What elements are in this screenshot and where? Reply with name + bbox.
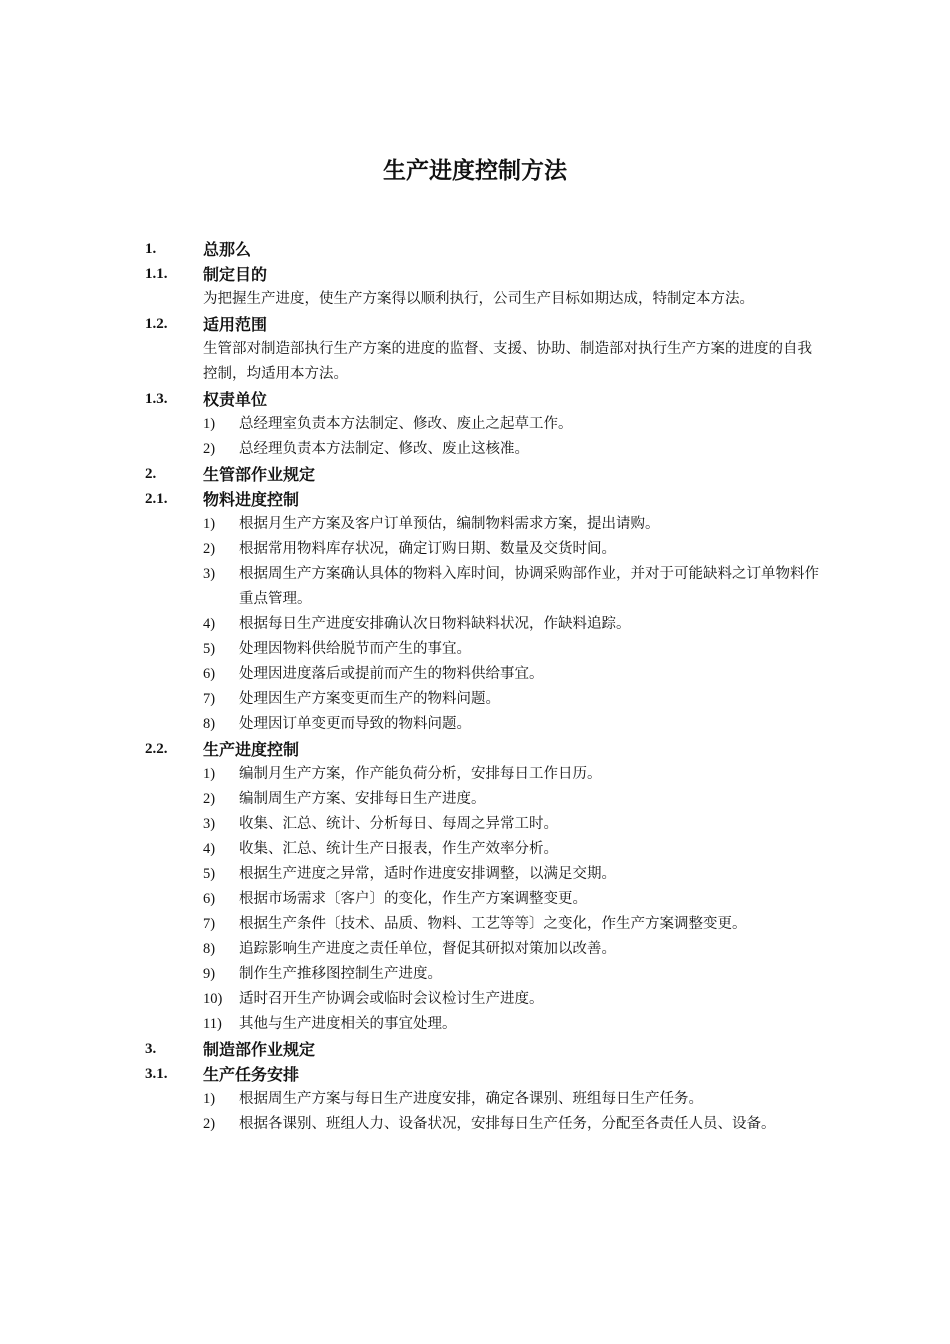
- subsection-number: 3.1.: [145, 1066, 168, 1082]
- section-heading: [145, 237, 825, 262]
- list-item-text: 处理因生产方案变更而生产的物料问题。: [239, 691, 500, 707]
- list-item: [203, 612, 825, 637]
- list-item: [203, 762, 825, 787]
- list-item-number: 6): [203, 891, 216, 907]
- list-item-number: 7): [203, 691, 216, 707]
- list-item-number: 6): [203, 666, 216, 682]
- document-title: 生产进度控制方法: [383, 158, 567, 184]
- list-item: [203, 1087, 825, 1112]
- list-item-text: 根据生产进度之异常，适时作进度安排调整，以满足交期。: [239, 866, 616, 882]
- subsection-number: 1.1.: [145, 266, 168, 282]
- section-title: 总那么: [203, 240, 252, 259]
- list-item-text: 根据月生产方案及客户订单预估，编制物料需求方案，提出请购。: [239, 516, 660, 532]
- subsection-number: 1.2.: [145, 316, 168, 332]
- subsection-number: 2.1.: [145, 491, 168, 507]
- list-item-text: 根据生产条件〔技术、品质、物料、工艺等等〕之变化，作生产方案调整变更。: [239, 916, 747, 932]
- list-item-text: 编制周生产方案、安排每日生产进度。: [239, 791, 486, 807]
- list-item: [203, 437, 825, 462]
- list-item-number: 1): [203, 416, 216, 432]
- section-number: 2.: [145, 466, 157, 482]
- list-item: [203, 562, 825, 612]
- list-item-number: 2): [203, 791, 216, 807]
- list-item: [203, 962, 825, 987]
- list-item-text: 追踪影响生产进度之责任单位，督促其研拟对策加以改善。: [239, 941, 616, 957]
- list-item-number: 5): [203, 641, 216, 657]
- list-item-number: 7): [203, 916, 216, 932]
- list-item: [203, 812, 825, 837]
- subsection-heading: [145, 737, 825, 762]
- list-item-number: 3): [203, 566, 216, 582]
- subsection-title: 物料进度控制: [203, 490, 300, 509]
- list-item-text: 根据周生产方案确认具体的物料入库时间，协调采购部作业，并对于可能缺料之订单物料作重点管理。: [239, 566, 819, 607]
- list-item: [203, 912, 825, 937]
- list-item: [203, 1012, 825, 1037]
- list-item-number: 2): [203, 441, 216, 457]
- subsection-title: 生产进度控制: [203, 740, 300, 759]
- list-item-text: 根据周生产方案与每日生产进度安排，确定各课别、班组每日生产任务。: [239, 1091, 703, 1107]
- list-item-number: 1): [203, 766, 216, 782]
- list-item-number: 1): [203, 516, 216, 532]
- list-item-number: 2): [203, 541, 216, 557]
- list-item: [203, 662, 825, 687]
- subsection-heading: [145, 1062, 825, 1087]
- subsection-title: 适用范围: [203, 315, 268, 334]
- list-item-text: 总经理负责本方法制定、修改、废止这核准。: [239, 441, 529, 457]
- list-item-number: 9): [203, 966, 216, 982]
- subsection-heading: [145, 487, 825, 512]
- subsection-heading: [145, 312, 825, 337]
- paragraph: 生管部对制造部执行生产方案的进度的监督、支援、协助、制造部对执行生产方案的进度的自我控制，均适用本方法。: [203, 341, 812, 382]
- list-item-number: 8): [203, 716, 216, 732]
- list-item: [203, 412, 825, 437]
- list-item: [203, 862, 825, 887]
- list-item-text: 总经理室负责本方法制定、修改、废止之起草工作。: [239, 416, 573, 432]
- list-item: [203, 1112, 825, 1137]
- section-heading: [145, 462, 825, 487]
- list-item: [203, 637, 825, 662]
- subsection-title: 生产任务安排: [203, 1065, 300, 1084]
- section-title: 生管部作业规定: [203, 465, 316, 484]
- list-item-number: 11): [203, 1016, 222, 1032]
- list-item-text: 根据市场需求〔客户〕的变化，作生产方案调整变更。: [239, 891, 587, 907]
- list-item-number: 1): [203, 1091, 216, 1107]
- list-item-text: 制作生产推移图控制生产进度。: [239, 966, 442, 982]
- list-item: [203, 512, 825, 537]
- list-item: [203, 712, 825, 737]
- list-item-text: 处理因进度落后或提前而产生的物料供给事宜。: [239, 666, 544, 682]
- list-item-number: 3): [203, 816, 216, 832]
- section-number: 1.: [145, 241, 157, 257]
- subsection-title: 制定目的: [203, 265, 268, 284]
- list-item: [203, 787, 825, 812]
- list-item-number: 2): [203, 1116, 216, 1132]
- subsection-number: 2.2.: [145, 741, 168, 757]
- list-item-text: 收集、汇总、统计、分析每日、每周之异常工时。: [239, 816, 558, 832]
- subsection-heading: [145, 387, 825, 412]
- list-item: [203, 987, 825, 1012]
- list-item-number: 4): [203, 616, 216, 632]
- list-item-text: 适时召开生产协调会或临时会议检讨生产进度。: [239, 991, 544, 1007]
- list-item-text: 根据常用物料库存状况，确定订购日期、数量及交货时间。: [239, 541, 616, 557]
- subsection-title: 权责单位: [203, 390, 268, 409]
- list-item-text: 处理因物料供给脱节而产生的事宜。: [239, 641, 471, 657]
- list-item: [203, 537, 825, 562]
- list-item-text: 根据每日生产进度安排确认次日物料缺料状况，作缺料追踪。: [239, 616, 631, 632]
- subsection-heading: [145, 262, 825, 287]
- section-title: 制造部作业规定: [203, 1040, 316, 1059]
- list-item: [203, 837, 825, 862]
- list-item-text: 编制月生产方案，作产能负荷分析，安排每日工作日历。: [239, 766, 602, 782]
- paragraph: 为把握生产进度，使生产方案得以顺利执行，公司生产目标如期达成，特制定本方法。: [203, 291, 754, 307]
- list-item-number: 8): [203, 941, 216, 957]
- list-item-text: 根据各课别、班组人力、设备状况，安排每日生产任务，分配至各责任人员、设备。: [239, 1116, 776, 1132]
- list-item: [203, 887, 825, 912]
- list-item-number: 10): [203, 991, 223, 1007]
- list-item-number: 4): [203, 841, 216, 857]
- document-body: [145, 237, 825, 1137]
- subsection-number: 1.3.: [145, 391, 168, 407]
- section-heading: [145, 1037, 825, 1062]
- list-item-text: 其他与生产进度相关的事宜处理。: [239, 1016, 457, 1032]
- section-number: 3.: [145, 1041, 157, 1057]
- list-item: [203, 687, 825, 712]
- list-item: [203, 937, 825, 962]
- list-item-number: 5): [203, 866, 216, 882]
- list-item-text: 收集、汇总、统计生产日报表，作生产效率分析。: [239, 841, 558, 857]
- list-item-text: 处理因订单变更而导致的物料问题。: [239, 716, 471, 732]
